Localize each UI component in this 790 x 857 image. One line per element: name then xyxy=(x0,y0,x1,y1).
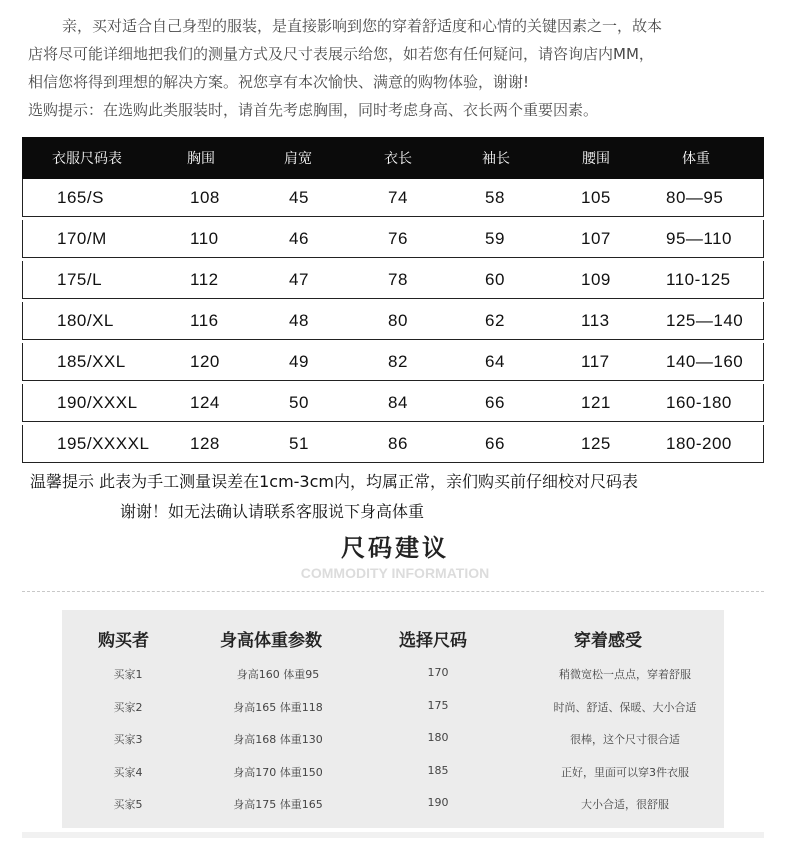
cell-size: 175/L xyxy=(57,269,103,289)
cell-size: 190/XXXL xyxy=(57,392,138,412)
bottom-band xyxy=(22,832,764,838)
cell-sleeve: 62 xyxy=(485,310,505,330)
cell-shoulder: 47 xyxy=(289,269,309,289)
cell-weight: 110-125 xyxy=(666,269,731,289)
header-chest: 胸围 xyxy=(187,151,215,167)
cell-waist: 107 xyxy=(581,228,611,248)
table-row xyxy=(22,343,764,381)
cell-weight: 95—110 xyxy=(666,228,733,248)
cell-size: 165/S xyxy=(57,187,104,207)
intro-line: 店将尽可能详细地把我们的测量方式及尺寸表展示给您，如若您有任何疑问，请咨询店内MM， xyxy=(28,45,654,63)
cell-shoulder: 45 xyxy=(289,187,309,207)
cell-length: 80 xyxy=(388,310,408,330)
cell-shoulder: 46 xyxy=(289,228,309,248)
rec-cell-params: 身高165 体重118 xyxy=(233,700,323,714)
cell-waist: 125 xyxy=(581,433,611,453)
header-size: 衣服尺码表 xyxy=(52,151,122,167)
cell-chest: 108 xyxy=(190,187,220,207)
cell-size: 195/XXXXL xyxy=(57,433,150,453)
header-waist: 腰围 xyxy=(582,151,610,167)
cell-weight: 160-180 xyxy=(666,392,732,412)
rec-cell-params: 身高168 体重130 xyxy=(233,733,323,746)
cell-sleeve: 66 xyxy=(485,392,505,412)
intro-line: 选购提示：在选购此类服装时，请首先考虑胸围，同时考虑身高、衣长两个重要因素。 xyxy=(28,101,599,119)
cell-sleeve: 58 xyxy=(485,187,505,207)
cell-chest: 120 xyxy=(190,351,220,371)
rec-header-params: 身高体重参数 xyxy=(220,631,322,651)
header-shoulder: 肩宽 xyxy=(284,151,312,167)
cell-shoulder: 49 xyxy=(289,351,309,371)
cell-weight: 80—95 xyxy=(666,187,724,207)
tip-line-2: 谢谢！如无法确认请联系客服说下身高体重 xyxy=(120,502,425,521)
rec-cell-size: 185 xyxy=(427,763,449,777)
rec-cell-feel: 稍微宽松一点点，穿着舒服 xyxy=(559,668,691,681)
cell-size: 180/XL xyxy=(57,310,114,330)
cell-length: 76 xyxy=(388,228,408,248)
cell-sleeve: 66 xyxy=(485,433,505,453)
cell-waist: 113 xyxy=(581,310,610,330)
intro-text xyxy=(28,12,768,124)
rec-cell-params: 身高170 体重150 xyxy=(233,765,323,779)
rec-header-buyer: 购买者 xyxy=(98,631,149,651)
cell-size: 185/XXL xyxy=(57,351,126,371)
rec-header-feel: 穿着感受 xyxy=(574,631,642,651)
cell-chest: 128 xyxy=(190,433,220,453)
rec-cell-params: 身高175 体重165 xyxy=(233,798,323,811)
cell-length: 86 xyxy=(388,433,408,453)
cell-sleeve: 60 xyxy=(485,269,505,289)
cell-shoulder: 50 xyxy=(289,392,309,412)
rec-cell-buyer: 买家4 xyxy=(113,765,143,779)
divider xyxy=(22,591,764,592)
rec-cell-buyer: 买家5 xyxy=(113,798,143,811)
cell-waist: 109 xyxy=(581,269,611,289)
cell-weight: 125—140 xyxy=(666,310,744,330)
cell-weight: 140—160 xyxy=(666,351,744,371)
cell-size: 170/M xyxy=(57,228,107,248)
rec-header-size: 选择尺码 xyxy=(399,631,467,651)
rec-cell-size: 180 xyxy=(427,731,449,744)
header-sleeve: 袖长 xyxy=(482,151,510,167)
cell-chest: 112 xyxy=(190,269,219,289)
header-weight: 体重 xyxy=(682,151,710,167)
cell-shoulder: 48 xyxy=(289,310,309,330)
cell-length: 82 xyxy=(388,351,408,371)
cell-chest: 124 xyxy=(190,392,220,412)
rec-cell-feel: 时尚、舒适、保暖、大小合适 xyxy=(553,700,697,714)
cell-length: 84 xyxy=(388,392,408,412)
rec-cell-buyer: 买家3 xyxy=(113,733,143,746)
rec-cell-buyer: 买家1 xyxy=(113,668,143,681)
rec-cell-feel: 很棒，这个尺寸很合适 xyxy=(570,733,680,746)
cell-shoulder: 51 xyxy=(289,433,309,453)
table-row xyxy=(22,302,764,340)
rec-cell-buyer: 买家2 xyxy=(113,700,143,714)
table-row xyxy=(22,384,764,422)
table-row xyxy=(22,425,764,463)
rec-cell-size: 190 xyxy=(427,796,449,809)
cell-length: 78 xyxy=(388,269,408,289)
size-table-header xyxy=(22,137,764,179)
tip-line-1: 温馨提示 此表为手工测量误差在1cm-3cm内，均属正常，亲们购买前仔细校对尺码表 xyxy=(30,472,638,491)
cell-chest: 116 xyxy=(190,310,219,330)
table-row xyxy=(22,261,764,299)
rec-cell-size: 170 xyxy=(427,666,449,679)
cell-length: 74 xyxy=(388,187,408,207)
recommendation-title: 尺码建议 xyxy=(341,534,449,562)
cell-waist: 117 xyxy=(581,351,610,371)
cell-sleeve: 59 xyxy=(485,228,505,248)
rec-cell-size: 175 xyxy=(427,698,449,712)
recommendation-panel xyxy=(62,610,724,828)
cell-sleeve: 64 xyxy=(485,351,505,371)
rec-cell-params: 身高160 体重95 xyxy=(236,668,320,681)
recommendation-subtitle: COMMODITY INFORMATION xyxy=(300,565,490,581)
table-row xyxy=(22,220,764,258)
header-length: 衣长 xyxy=(384,151,412,167)
cell-weight: 180-200 xyxy=(666,433,732,453)
size-table xyxy=(22,137,764,466)
table-row xyxy=(22,179,764,217)
rec-cell-feel: 大小合适，很舒服 xyxy=(581,798,669,811)
cell-waist: 121 xyxy=(581,392,611,412)
intro-line: 亲，买对适合自己身型的服装，是直接影响到您的穿着舒适度和心情的关键因素之一，故本 xyxy=(62,17,663,35)
rec-cell-feel: 正好，里面可以穿3件衣服 xyxy=(561,765,689,779)
cell-chest: 110 xyxy=(190,228,219,248)
intro-line: 相信您将得到理想的解决方案。祝您享有本次愉快、满意的购物体验，谢谢! xyxy=(28,73,530,91)
cell-waist: 105 xyxy=(581,187,611,207)
